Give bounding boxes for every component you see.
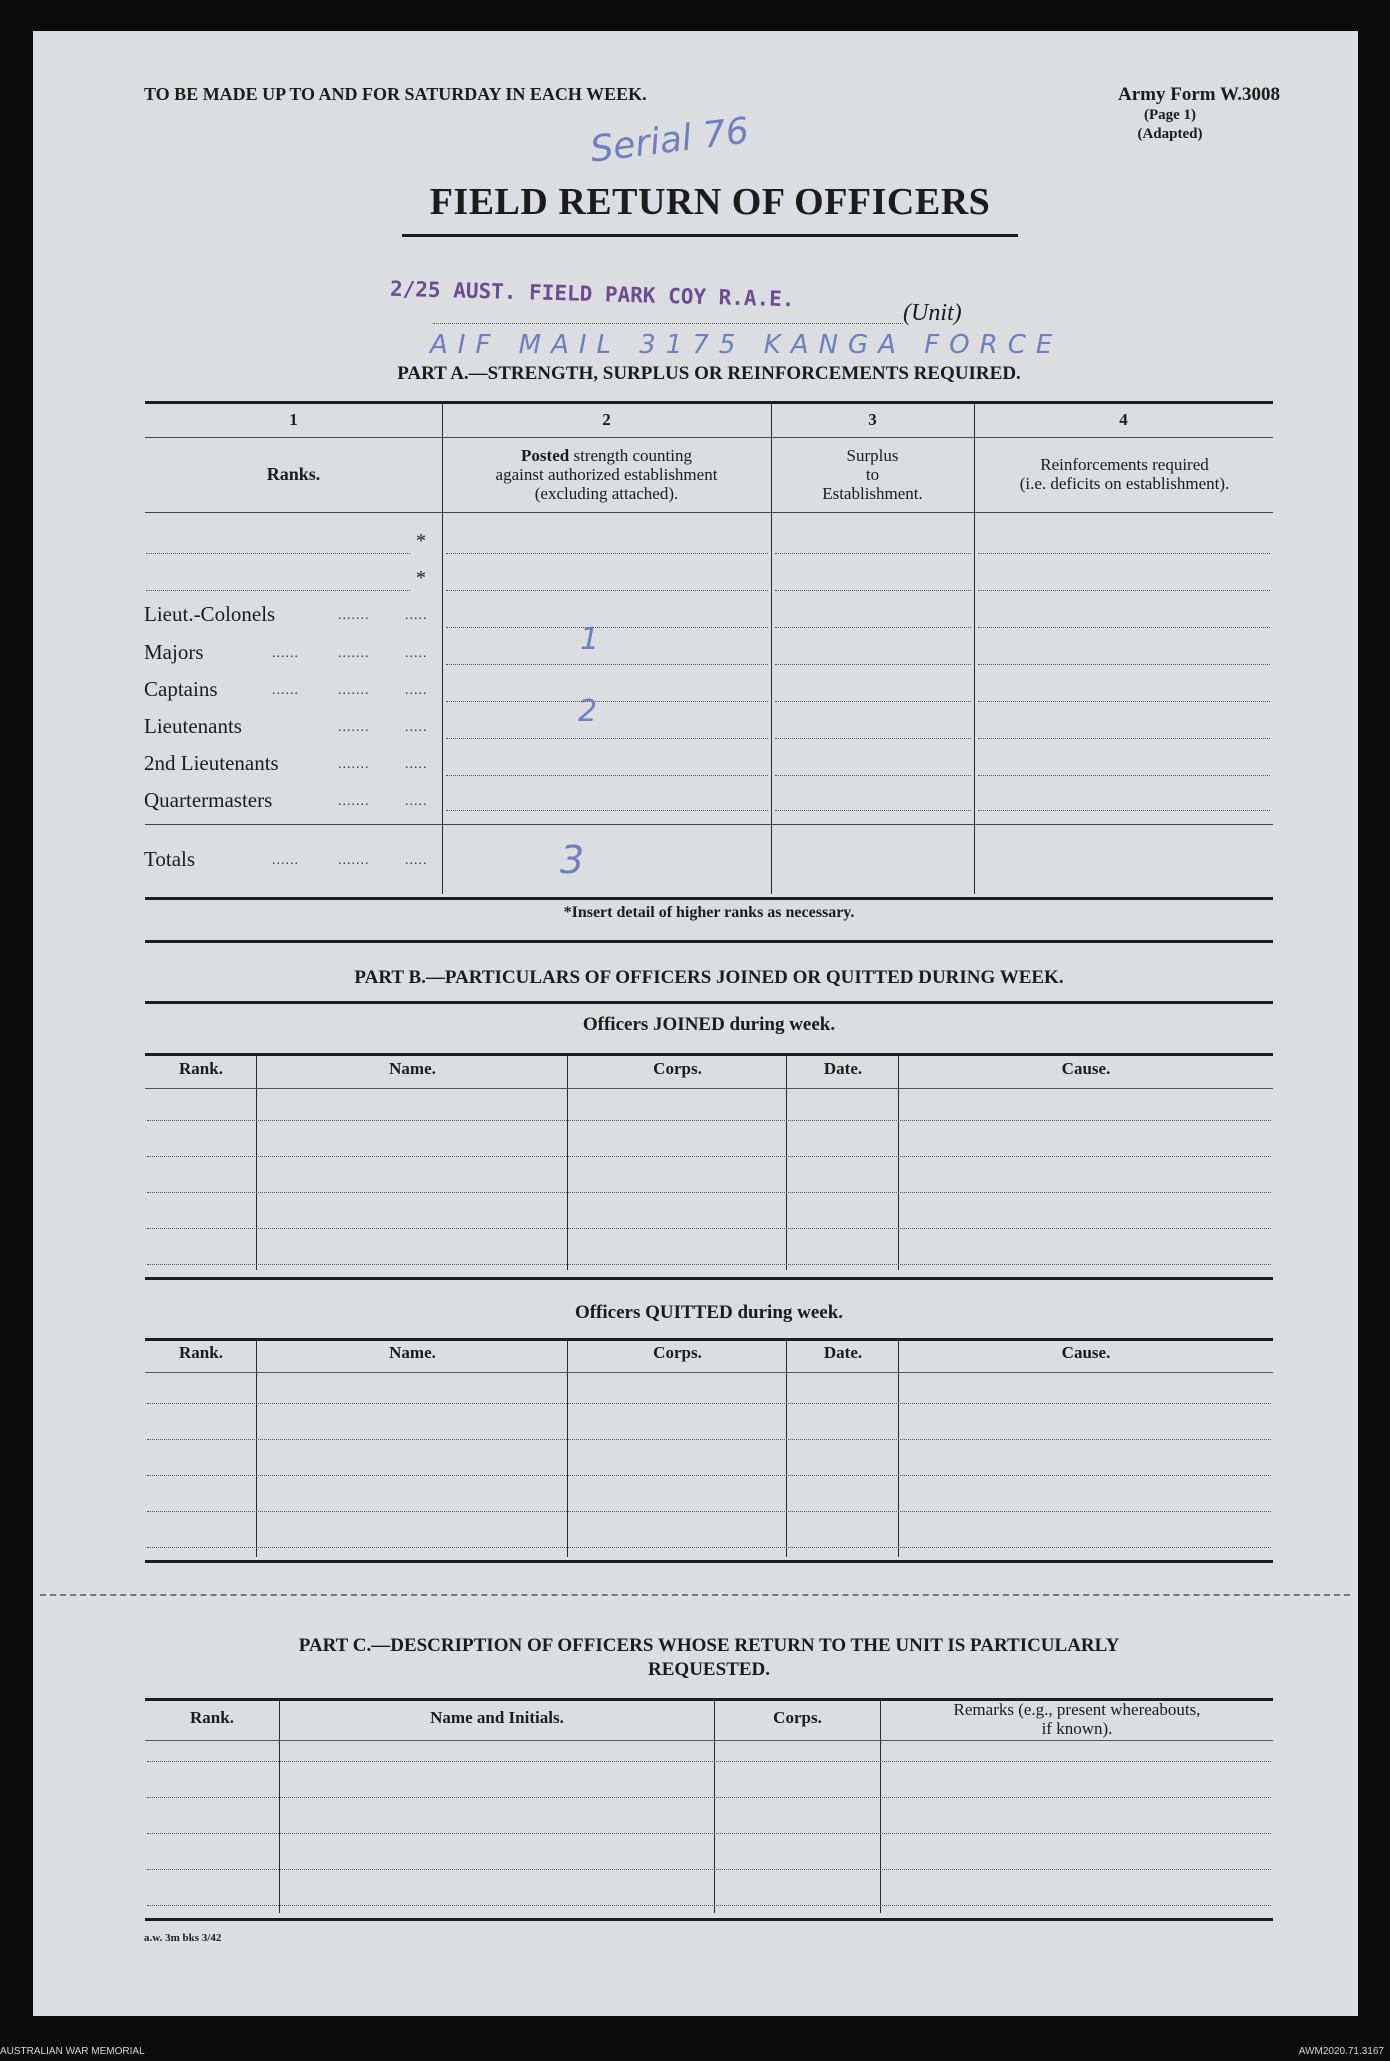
posted-lieutenants-value: 2	[578, 694, 598, 729]
part-c-col-corps: Corps.	[773, 1708, 822, 1727]
quitted-col-corps: Corps.	[653, 1343, 702, 1362]
joined-col-corps: Corps.	[653, 1059, 702, 1078]
posted-header-line1: strength counting	[573, 446, 692, 465]
posted-total-value: 3	[560, 838, 585, 882]
adapted-label: (Adapted)	[1137, 126, 1203, 142]
handwritten-location: AIF MAIL 3175 KANGA FORCE	[430, 330, 1063, 360]
part-c-title	[145, 1634, 1273, 1682]
print-code: a.w. 3m bks 3/42	[144, 1932, 222, 1944]
rank-quartermasters: Quartermasters	[144, 788, 273, 812]
part-c-title-line2: REQUESTED.	[648, 1659, 770, 1680]
col-number-2: 2	[602, 410, 611, 429]
posted-header-line3: (excluding attached).	[534, 484, 679, 503]
page-indicator: (Page 1)	[1143, 107, 1197, 123]
rank-2nd-lieutenants: 2nd Lieutenants	[144, 751, 279, 775]
quitted-title: Officers QUITTED during week.	[574, 1302, 844, 1323]
handwritten-serial: Serial 76	[588, 110, 752, 171]
posted-majors-value: 1	[580, 622, 600, 657]
part-b-title: PART B.—PARTICULARS OF OFFICERS JOINED OR QUITTED DURING WEEK.	[354, 967, 1064, 988]
footer-right-accession: AWM2020.71.3167	[1298, 2046, 1384, 2057]
joined-col-rank: Rank.	[179, 1059, 223, 1078]
totals-label: Totals	[144, 847, 196, 871]
part-c-col-remarks-line1: Remarks (e.g., present whereabouts,	[953, 1700, 1201, 1719]
reinforcements-header	[976, 455, 1273, 493]
posted-header-bold: Posted	[521, 446, 570, 465]
col-number-3: 3	[868, 410, 877, 429]
posted-header-line2: against authorized establishment	[495, 465, 718, 484]
asterisk-row-2: *	[416, 567, 426, 589]
unit-stamp: 2/25 AUST. FIELD PARK COY R.A.E.	[389, 276, 795, 312]
unit-label: (Unit)	[903, 300, 962, 326]
form-number: Army Form W.3008	[1117, 84, 1280, 105]
posted-header	[444, 446, 769, 503]
col-number-1: 1	[289, 410, 298, 429]
surplus-header	[773, 446, 972, 503]
part-c-col-rank: Rank.	[190, 1708, 234, 1727]
part-a-footnote: *Insert detail of higher ranks as necessary.	[563, 904, 855, 921]
surplus-header-line2: to	[865, 465, 880, 484]
rank-lieutenants: Lieutenants	[144, 714, 242, 738]
joined-col-name: Name.	[389, 1059, 436, 1078]
asterisk-row-1: *	[416, 530, 426, 552]
joined-col-date: Date.	[823, 1059, 863, 1078]
ranks-header: Ranks.	[266, 464, 321, 484]
quitted-col-date: Date.	[823, 1343, 863, 1362]
quitted-col-rank: Rank.	[179, 1343, 223, 1362]
joined-title: Officers JOINED during week.	[582, 1014, 836, 1035]
part-c-col-name: Name and Initials.	[430, 1708, 564, 1727]
footer-left-credit: AUSTRALIAN WAR MEMORIAL	[0, 2046, 145, 2057]
page-title: FIELD RETURN OF OFFICERS	[429, 181, 991, 223]
reinforcements-header-line2: (i.e. deficits on establishment).	[1019, 474, 1230, 493]
surplus-header-line3: Establishment.	[822, 484, 923, 503]
part-c-col-remarks	[881, 1700, 1273, 1738]
reinforcements-header-line1: Reinforcements required	[1040, 455, 1209, 474]
rank-lieut-colonels: Lieut.-Colonels	[144, 602, 276, 626]
joined-col-cause: Cause.	[1061, 1059, 1111, 1078]
part-a-title: PART A.—STRENGTH, SURPLUS OR REINFORCEMENTS REQUIRED.	[397, 363, 1021, 384]
quitted-col-cause: Cause.	[1061, 1343, 1111, 1362]
part-c-col-remarks-line2: if known).	[1041, 1719, 1113, 1738]
part-c-title-line1: PART C.—DESCRIPTION OF OFFICERS WHOSE RETURN TO THE UNIT IS PARTICULARLY	[298, 1635, 1120, 1656]
col-number-4: 4	[1119, 410, 1128, 429]
rank-captains: Captains	[144, 677, 218, 701]
instruction-text: TO BE MADE UP TO AND FOR SATURDAY IN EACH WEEK.	[144, 84, 647, 104]
surplus-header-line1: Surplus	[846, 446, 899, 465]
quitted-col-name: Name.	[389, 1343, 436, 1362]
rank-majors: Majors	[144, 640, 204, 664]
